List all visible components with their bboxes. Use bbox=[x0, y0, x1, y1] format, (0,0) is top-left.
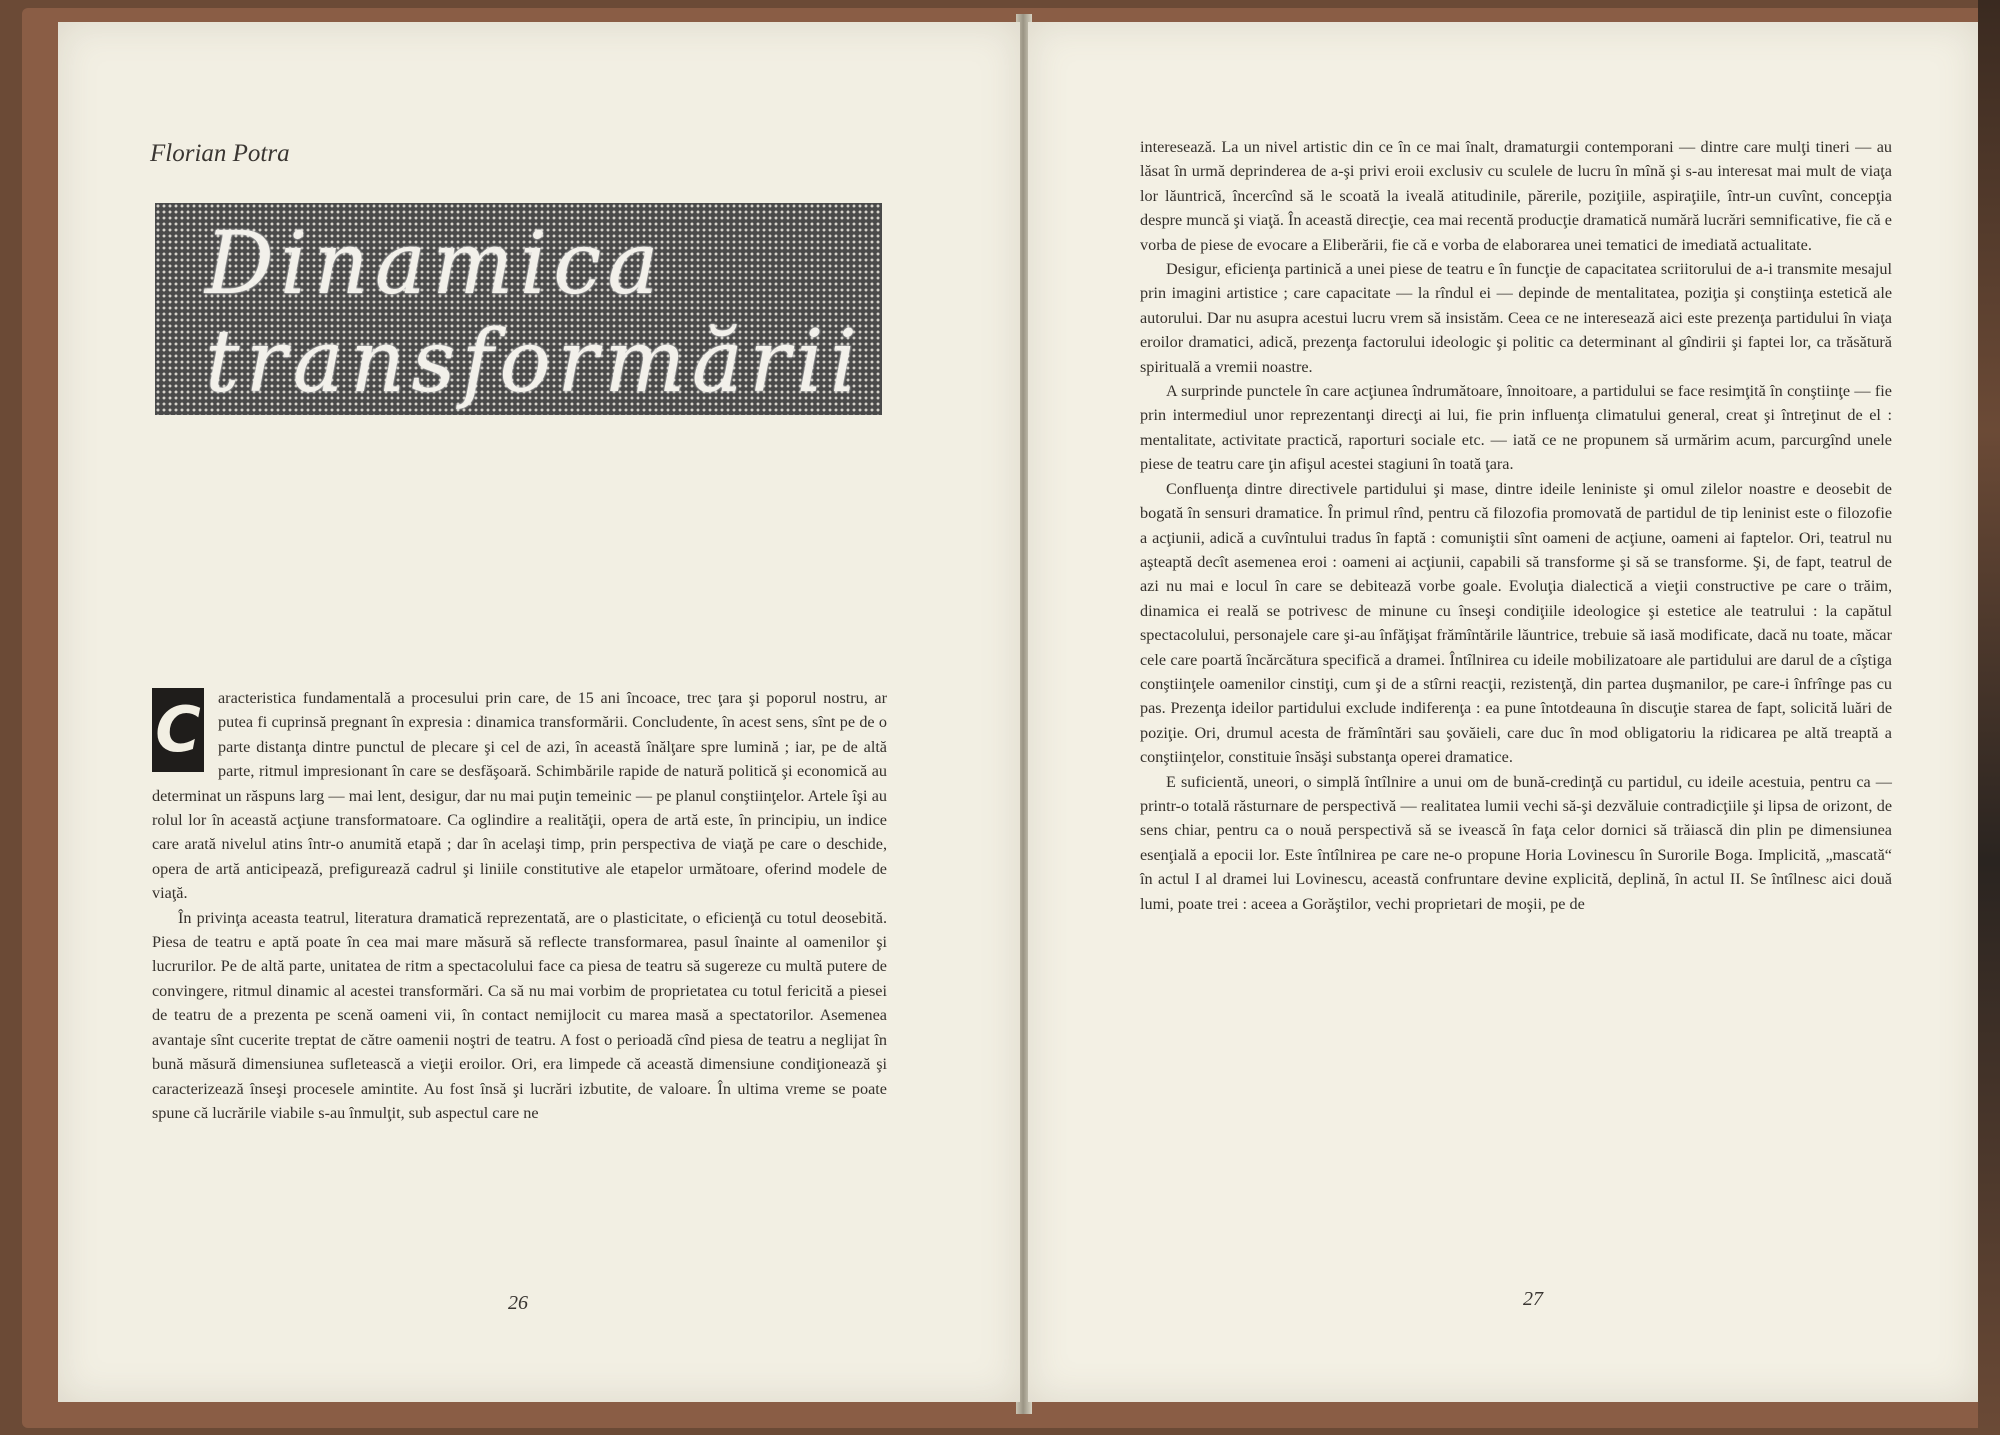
paragraph: Desigur, eficienţa partinică a unei piese de teatru e în funcţie de capacitatea scriitorului de a-i transmite mesajul prin imagini artistice ; care capacitate — la rîndul ei — depinde de mentalitatea, poziţia şi conştiinţa estetică ale autorului. Dar nu asupra acestui lucru vrem să insistăm. Ceea ce ne interesează aici este prezenţa partidului în viaţa eroilor dramatici, adică, prezenţa factorului ideologic şi politic ca determinant al gîndirii şi faptei lor, ca trăsătură spirituală a vremii noastre. bbox=[1140, 260, 1892, 376]
title-line-2: transformării bbox=[205, 312, 864, 412]
right-text-column bbox=[1140, 135, 1892, 916]
left-text-column bbox=[152, 686, 887, 1125]
paragraph bbox=[152, 686, 887, 906]
paragraph: interesează. La un nivel artistic din ce în ce mai înalt, dramaturgii contemporani — dintre care mulţi tineri — au lăsat în urmă deprinderea de a-şi privi eroii exclusiv cu sculele de lucru în mînă şi s-au interesat mai mult de viaţa lor lăuntrică, încercînd să le scoată la iveală atitudinile, părerile, poziţiile, aspiraţiile, într-un cuvînt, concepţia despre muncă şi viaţă. În această direcţie, cea mai recentă producţie dramatică numără lucrări semnificative, fie că e vorba de piese de evocare a Eliberării, fie că e vorba de elaborarea unei tematici de imediată actualitate. bbox=[1140, 138, 1892, 254]
paragraph: A surprinde punctele în care acţiunea îndrumătoare, înnoitoare, a partidului se face resimţită în conştiinţe — fie prin intermediul unor reprezentanţi direcţi ai lui, fie prin influenţa climatului general, creat şi întreţinut de el : mentalitate, activitate practică, raporturi sociale etc. — iată ce ne propunem să urmărim acum, parcurgînd unele piese de teatru care ţin afişul acestei stagiuni în toată ţara. bbox=[1140, 382, 1892, 474]
title-line-1: Dinamica bbox=[205, 214, 665, 314]
paragraph-text: aracteristica fundamentală a procesului prin care, de 15 ani încoace, trec ţara şi poporul nostru, ar putea fi cuprinsă pregnant în expresia : dinamica transformării. Concludente, în acest sens, sînt pe de o parte distanţa dintre punctul de plecare şi cel de azi, în această înălţare spre lumină ; iar, pe de altă parte, ritmul impresionant în care se desfăşoară. Schimbările rapide de natură politică şi economică au determinat un răspuns larg — mai lent, desigur, dar nu mai puţin temeinic — pe planul conştiinţelor. Artele îşi au rolul lor în această acţiune transformatoare. Ca oglindire a realităţii, opera de artă este, în principiu, un indice care arată nivelul atins într-o anumită etapă ; dar în acelaşi timp, prin perspectiva de viaţă pe care o deschide, opera de artă anticipează, prefigurează cadrul şi liniile constitutive ale etapelor următoare, oferind modele de viaţă. bbox=[152, 689, 887, 903]
author-name: Florian Potra bbox=[150, 140, 290, 167]
title-banner bbox=[155, 203, 882, 415]
paragraph: Confluenţa dintre directivele partidului şi mase, dintre ideile leniniste şi omul zilelor noastre e deosebit de bogată în sensuri dramatice. În primul rînd, pentru că filozofia promovată de partidul de tip leninist este o filozofie a acţiunii, adică a cuvîntului tradus în faptă : comuniştii sînt oameni de acţiune, oameni ai faptelor. Ori, teatrul nu aşteaptă decît asemenea eroi : oameni ai acţiunii, capabili să transforme şi să se transforme. Şi, de fapt, teatrul de azi nu mai e locul în care se debitează vorbe goale. Evoluţia dialectică a vieţii constructive pe care o trăim, dinamica ei reală se potrivesc de minune cu înseşi condiţiile ideologice şi estetice ale teatrului : la capătul spectacolului, personajele care şi-au înfăţişat frămîntările lăuntrice, trebuie să iasă modificate, dacă nu toate, măcar cele care poartă încărcătura specifică a dramei. Întîlnirea cu ideile mobilizatoare ale partidului are darul de a cîştiga conştiinţele oamenilor cinstiţi, cum şi de a stîrni reacţii, rezistenţă, din partea duşmanilor, pe care-i înfrînge pas cu pas. Prezenţa ideilor partidului exclude indiferenţa : ea pune întotdeauna în discuţie starea de fapt, solicită luări de poziţie. Ori, drumul acesta de frămîntări sau şovăieli, care duc în mod obligatoriu la ridicarea pe altă treaptă a conştiinţelor, constituie însăşi substanţa operei dramatice. bbox=[1140, 479, 1892, 767]
paragraph: În privinţa aceasta teatrul, literatura dramatică reprezentată, are o plasticitate, o eficienţă cu totul deosebită. Piesa de teatru e aptă poate în cea mai mare măsură să reflecte transformarea, pasul înainte al oamenilor şi lucrurilor. Pe de altă parte, unitatea de ritm a spectacolului face ca piesa de teatru să sugereze cu multă putere de convingere, ritmul dinamic al acestei transformări. Ca să nu mai vorbim de proprietatea cu totul fericită a piesei de teatru de a prezenta pe scenă oameni vii, în contact nemijlocit cu marea masă a spectatorilor. Asemenea avantaje sînt cucerite treptat de către oamenii noştri de teatru. A fost o perioadă cînd piesa de teatru a neglijat în bună măsură dimensiunea sufletească a vieţii eroilor. Ori, era limpede că această dimensiune condiţionează şi caracterizează înseşi procesele amintite. Au fost însă şi lucrări izbutite, de valoare. În ultima vreme se poate spune că lucrările viabile s-au înmulţit, sub aspectul care ne bbox=[152, 908, 887, 1122]
paragraph: E suficientă, uneori, o simplă întîlnire a unui om de bună-credinţă cu partidul, cu ideile acestuia, pentru ca — printr-o totală răsturnare de perspectivă — realitatea lumii vechi să-şi dezvăluie contradicţiile şi lipsa de orizont, de sens chiar, pentru ca o nouă perspectivă să se ivească în faţa celor dornici să trăiască din plin pe dimensiunea esenţială a epocii lor. Este întîlnirea pe care ne-o propune Horia Lovinescu în Surorile Boga. Implicită, „mascată“ în actul I al dramei lui Lovinescu, această confruntare devine explicită, deplină, în actul II. Se întîlnesc aici două lumi, poate trei : aceea a Gorăştilor, vechi proprietari de moşii, pe de bbox=[1140, 772, 1892, 913]
article-title bbox=[155, 203, 882, 415]
page-number-right: 27 bbox=[1523, 1288, 1543, 1310]
page-number-left: 26 bbox=[508, 1292, 528, 1314]
page-edge-strip bbox=[1978, 0, 2000, 1435]
drop-cap: C bbox=[152, 688, 204, 772]
